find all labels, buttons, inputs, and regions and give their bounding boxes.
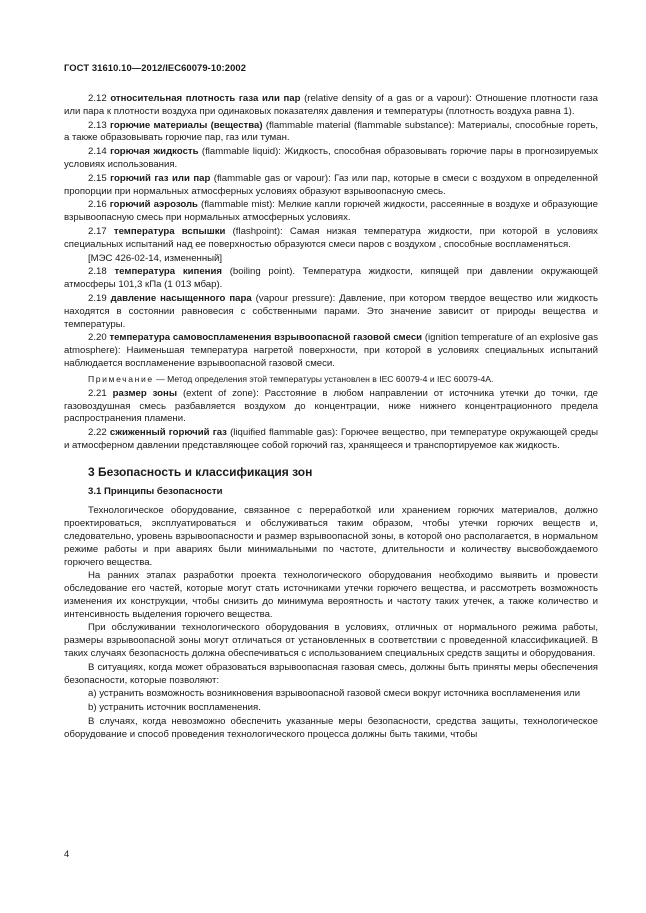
paragraph: Технологическое оборудование, связанное с переработкой или хранением горючих материалов, должно проектироваться, эксплуатироваться и обслуживаться таким образом, чтобы утечки горючих веществ и, следовательно, уровень взрывоопасности и размер взрывоопасной зоны, в которой оно располагается, в нормальном режиме работы и при авариях были минимальными по частоте, длительности и количеству высвобождаемого горючего вещества. xyxy=(64,505,598,568)
clause-number: 2.19 xyxy=(88,292,107,304)
page-number: 4 xyxy=(64,848,70,859)
clause-number: 2.18 xyxy=(88,266,107,278)
definition-2-12 xyxy=(64,93,598,119)
definition-text: (boiling point). Температура жидкости, кипящей при давлении окружающей атмосферы 101,3 кПа (1 013 мбар). xyxy=(64,266,598,291)
clause-number: 2.17 xyxy=(88,225,107,237)
clause-number: 2.20 xyxy=(88,332,107,344)
definition-2-13 xyxy=(64,120,598,146)
definition-2-16 xyxy=(64,199,598,225)
term: размер зоны xyxy=(112,387,178,399)
definition-2-20 xyxy=(64,332,598,370)
clause-number: 2.13 xyxy=(88,119,107,131)
section-3-1-heading: 3.1 Принципы безопасности xyxy=(88,485,223,497)
definition-text: (flammable gas or vapour): Газ или пар, которые в смеси с воздухом в определенной пропорции при нормальных атмосферных условиях образуют взрывоопасную смесь. xyxy=(64,172,598,197)
term: горючий аэрозоль xyxy=(109,199,198,211)
definition-text: (vapour pressure): Давление, при котором твердое вещество или жидкость находятся в состоянии равновесия с собственными парами. Это значение зависит от природы вещества и температуры. xyxy=(64,292,598,330)
term: давление насыщенного пара xyxy=(110,292,252,304)
definition-text: (ignition temperature of an explosive gas atmosphere): Наименьшая температура нагретой поверхности, при которой в условиях специальных испытаний наблюдается воспламенение взрывоопасной газовой смеси. xyxy=(64,332,598,369)
definition-2-22 xyxy=(64,427,598,453)
definition-2-15 xyxy=(64,173,598,199)
definition-2-17 xyxy=(64,226,598,252)
term: температура кипения xyxy=(114,266,222,278)
term: сжиженный горючий газ xyxy=(109,427,227,439)
definition-text: (extent of zone): Расстояние в любом направлении от источника утечки до точки, где газовоздушная смесь разбавляется воздухом до концентрации, ниже нижнего концентрационного предела распространения пламени. xyxy=(64,387,598,425)
term: относительная плотность газа или пар xyxy=(110,93,301,104)
page-content xyxy=(64,93,598,742)
list-item: b) устранить источник воспламенения. xyxy=(88,702,261,714)
paragraph: На ранних этапах разработки проекта технологического оборудования необходимо выявить и провести обследование его частей, которые могут стать источниками утечки горючего вещества, и рассмотреть возможность изменения их конструкции, чтобы снизить до минимума вероятность и частоту таких утечек, а также количество и интенсивность выделения горючего вещества. xyxy=(64,570,598,620)
note-text: — Метод определения этой температуры установлен в IEC 60079-4 и IEC 60079-4A. xyxy=(153,373,494,384)
definition-2-14 xyxy=(64,146,598,172)
page-header: ГОСТ 31610.10—2012/IEC60079-10:2002 xyxy=(64,62,247,73)
paragraph: При обслуживании технологического оборудования в условиях, отличных от нормального режима работы, размеры взрывоопасной зоны могут отличаться от установленных в соответствии с проведенной классификацией. В таких случаях безопасность должна обеспечиваться с использованием специальных средств защиты и оборудования. xyxy=(64,622,598,660)
clause-number: 2.22 xyxy=(88,427,107,439)
reference-mec: [МЭС 426-02-14, измененный] xyxy=(88,252,223,264)
definition-text: (relative density of a gas or a vapour): Отношение плотности газа или пара к плотности воздуха при одинаковых показателях давления и температуры (плотность воздуха равна 1). xyxy=(64,93,598,117)
section-3-heading: 3 Безопасность и классификация зон xyxy=(88,464,313,479)
term: горючая жидкость xyxy=(110,146,199,158)
definition-2-21 xyxy=(64,388,598,426)
term: температура вспышки xyxy=(113,225,226,237)
note xyxy=(64,373,598,385)
paragraph: В ситуациях, когда может образоваться взрывоопасная газовая смесь, должны быть приняты меры обеспечения безопасности, которые позволяют: xyxy=(64,661,598,686)
definition-text: (flammable material (flammable substance): Материалы, способные гореть, а также образовывать горючие пар, газ или туман. xyxy=(64,119,599,144)
definition-text: (flashpoint): Самая низкая температура жидкости, при которой в условиях специальных испытаний над ее поверхностью образуются смеси паров с воздухом , способные воспламеняться. xyxy=(64,225,598,250)
clause-number: 2.14 xyxy=(88,146,107,158)
definition-2-18 xyxy=(64,266,598,292)
list-item: а) устранить возможность возникновения взрывоопасной газовой смеси вокруг источника воспламенения или xyxy=(88,688,581,700)
definition-text: (flammable liquid): Жидкость, способная образовывать горючие пары в прогнозируемых условиях использования. xyxy=(64,146,599,170)
term: горючий газ или пар xyxy=(110,172,211,184)
definition-2-19 xyxy=(64,293,598,331)
paragraph: В случаях, когда невозможно обеспечить указанные меры безопасности, средства защиты, технологическое оборудование и способ проведения технологического процесса должны быть такими, чтобы xyxy=(64,716,598,740)
clause-number: 2.21 xyxy=(88,387,107,399)
term: горючие материалы (вещества) xyxy=(110,119,263,131)
clause-number: 2.12 xyxy=(88,93,107,104)
term: температура самовоспламенения взрывоопасной газовой смеси xyxy=(109,332,423,344)
definition-text: (flammable mist): Мелкие капли горючей жидкости, рассеянные в воздухе и образующие взрывоопасную смесь при нормальных атмосферных условиях. xyxy=(64,199,598,224)
clause-number: 2.16 xyxy=(88,199,107,211)
note-label: Примечание xyxy=(88,373,154,384)
clause-number: 2.15 xyxy=(88,172,107,184)
definition-text: (liquified flammable gas): Горючее вещество, при температуре окружающей среды и атмосферном давлении представляющее собой горючий газ, хранящееся и транспортируемое как жидкость. xyxy=(64,427,599,451)
